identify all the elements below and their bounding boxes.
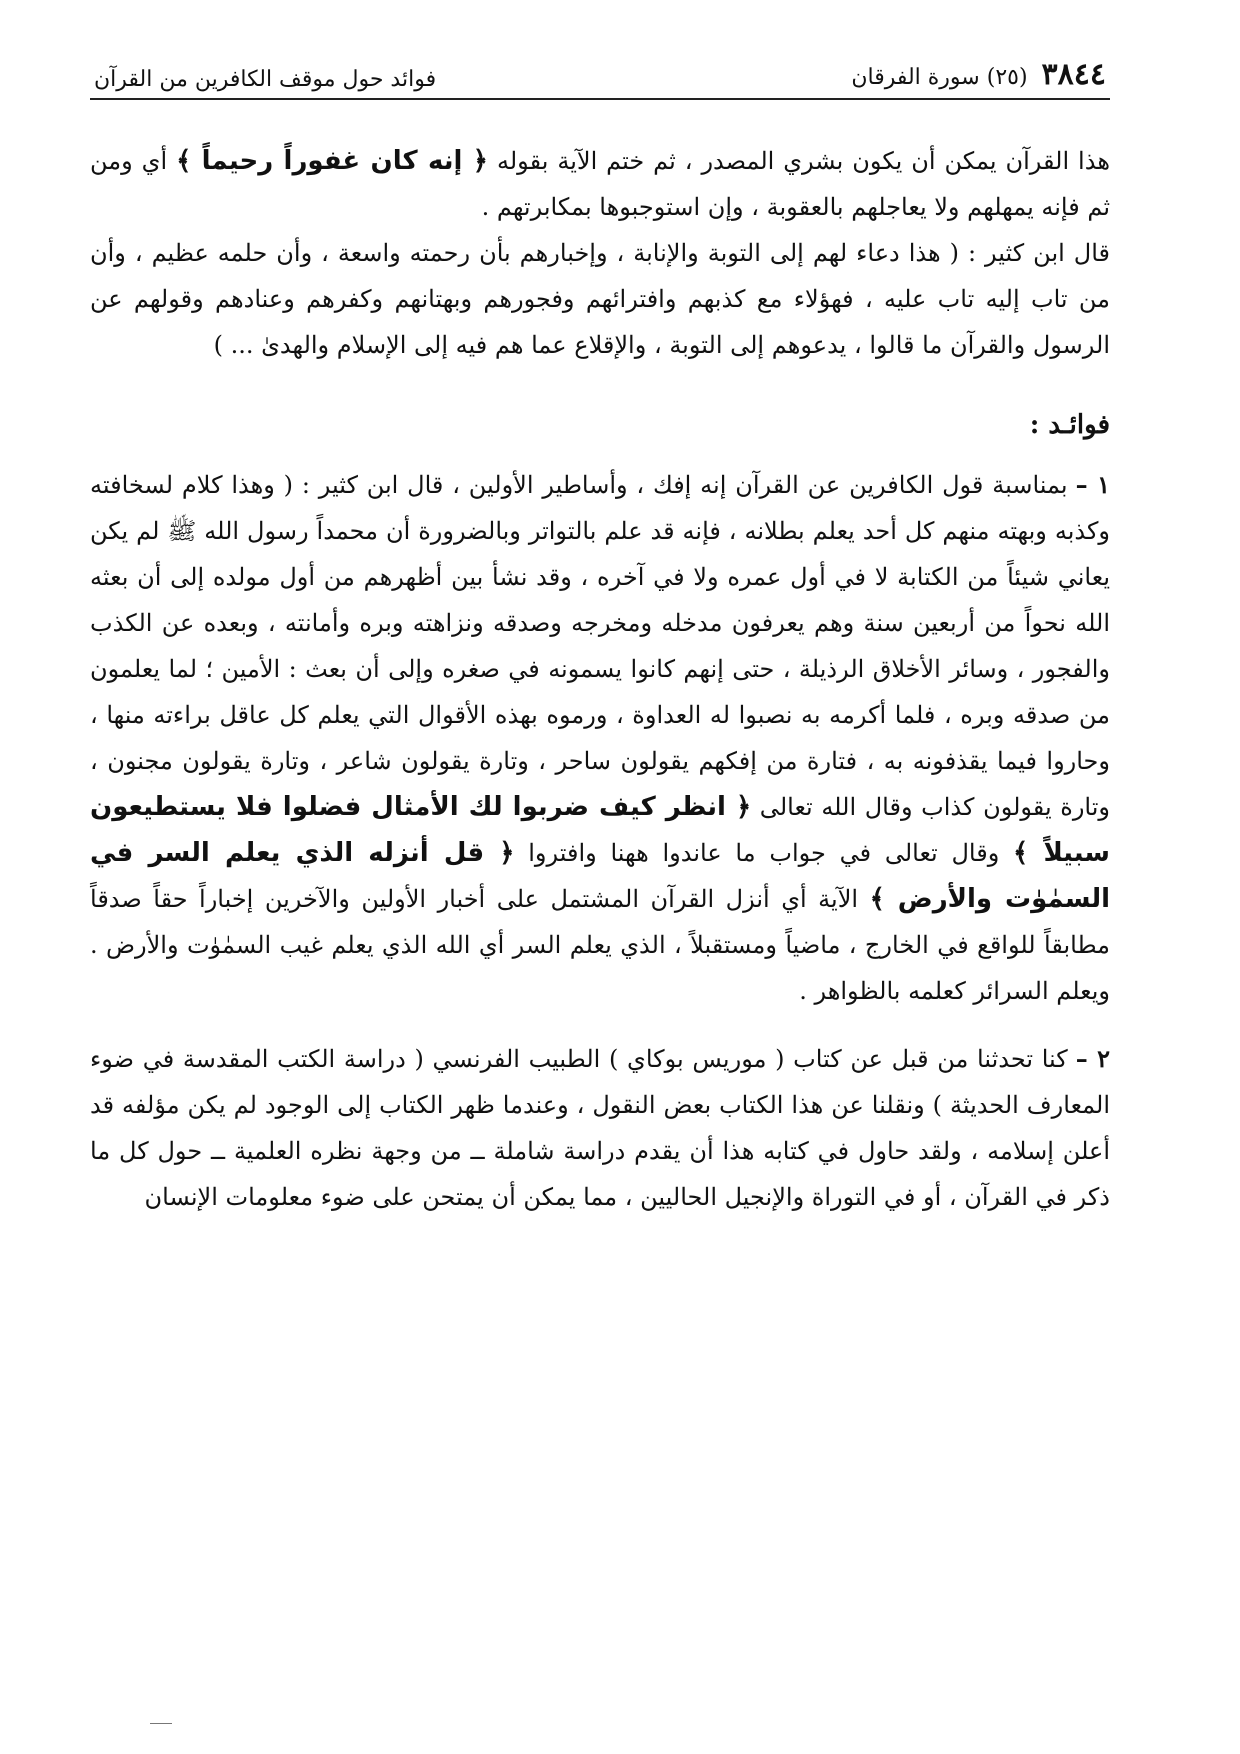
chapter-title: فوائد حول موقف الكافرين من القرآن — [94, 67, 437, 92]
benefits-heading: فوائـد : — [1029, 410, 1110, 440]
footer-divider — [150, 1723, 172, 1724]
surah-name: (٢٥) سورة الفرقان — [851, 65, 1028, 90]
intro-text-b: أي ومن ثم فإنه يمهلهم ولا يعاجلهم بالعقوبة ، وإن استوجبوها بمكابرتهم . — [90, 147, 1110, 221]
intro-paragraph-2: قال ابن كثير : ( هذا دعاء لهم إلى التوبة والإنابة ، وإخبارهم بأن رحمته واسعة ، وأن حلمه عظيم ، وأن من تاب إليه تاب عليه ، فهؤلاء مع كذبهم وافترائهم وفجورهم وبهتانهم وكفرهم وعنادهم وقولهم عن الرسول والقرآن ما قالوا ، يدعوهم إلى التوبة ، والإقلاع عما هم فيه إلى الإسلام والهدىٰ ... ) — [90, 239, 1110, 359]
benefit-1-text-c: الآية أي أنزل القرآن المشتمل على أخبار الأولين والآخرين إخباراً حقاً صدقاً مطابقاً للواقع في الخارج ، ماضياً ومستقبلاً ، الذي يعلم السر أي الله الذي يعلم غيب السمٰوٰت والأرض . ويعلم السرائر كعلمه بالظواهر . — [90, 885, 1110, 1005]
benefit-item-1 — [90, 462, 1110, 1014]
book-page — [90, 48, 1110, 1694]
benefit-number-2: ٢ – — [1075, 1044, 1110, 1073]
intro-text-a: هذا القرآن يمكن أن يكون بشري المصدر ، ثم ختم الآية بقوله — [488, 147, 1110, 175]
quran-verse: ﴿ قل أنزله الذي يعلم السر في السمٰوٰت والأرض ﴾ — [90, 838, 1110, 914]
page-number: ٣٨٤٤ — [1041, 57, 1106, 92]
benefit-item-2 — [90, 1036, 1110, 1220]
intro-paragraph-1 — [90, 138, 1110, 230]
benefit-2-text: كنا تحدثنا من قبل عن كتاب ( موريس بوكاي ) الطبيب الفرنسي ( دراسة الكتب المقدسة في ضوء المعارف الحديثة ) ونقلنا عن هذا الكتاب بعض النقول ، وعندما ظهر الكتاب إلى الوجود لم يكن مؤلفه قد أعلن إسلامه ، ولقد حاول في كتابه هذا أن يقدم دراسة شاملة ــ من وجهة نظره العلمية ــ حول كل ما ذكر في القرآن ، أو في التوراة والإنجيل الحاليين ، مما يمكن أن يمتحن على ضوء معلومات الإنسان — [90, 1045, 1110, 1211]
benefit-1-text-b: وقال تعالى في جواب ما عاندوا ههنا وافتروا — [514, 839, 1014, 867]
header-right-group — [851, 57, 1106, 92]
running-header — [90, 48, 1110, 100]
benefit-number-1: ١ – — [1075, 470, 1110, 499]
quran-verse: ﴿ انظر كيف ضربوا لك الأمثال فضلوا فلا يستطيعون سبيلاً ﴾ — [90, 792, 1110, 868]
benefit-1-text-a: بمناسبة قول الكافرين عن القرآن إنه إفك ، وأساطير الأولين ، قال ابن كثير : ( وهذا كلام لسخافته وكذبه وبهته منهم كل أحد يعلم بطلانه ، فإنه قد علم بالتواتر وبالضرورة أن محمداً رسول الله ﷺ لم يكن يعاني شيئاً من الكتابة لا في أول عمره ولا في آخره ، وقد نشأ بين أظهرهم من أول مولده إلى أن بعثه الله نحواً من أربعين سنة وهم يعرفون مدخله ومخرجه وصدقه ونزاهته وبره وأمانته ، وبعده عن الكذب والفجور ، وسائر الأخلاق الرذيلة ، حتى إنهم كانوا يسمونه في صغره وإلى أن بعث : الأمين ؛ لما يعلمون من صدقه وبره ، فلما أكرمه به نصبوا له العداوة ، ورموه بهذه الأقوال التي يعلم كل عاقل براءته منها ، وحاروا فيما يقذفونه به ، فتارة من إفكهم يقولون ساحر ، وتارة يقولون شاعر ، وتارة يقولون مجنون ، وتارة يقولون كذاب وقال الله تعالى — [90, 471, 1110, 821]
body-text — [90, 138, 1110, 1220]
quran-verse: ﴿ إنه كان غفوراً رحيماً ﴾ — [176, 146, 489, 176]
